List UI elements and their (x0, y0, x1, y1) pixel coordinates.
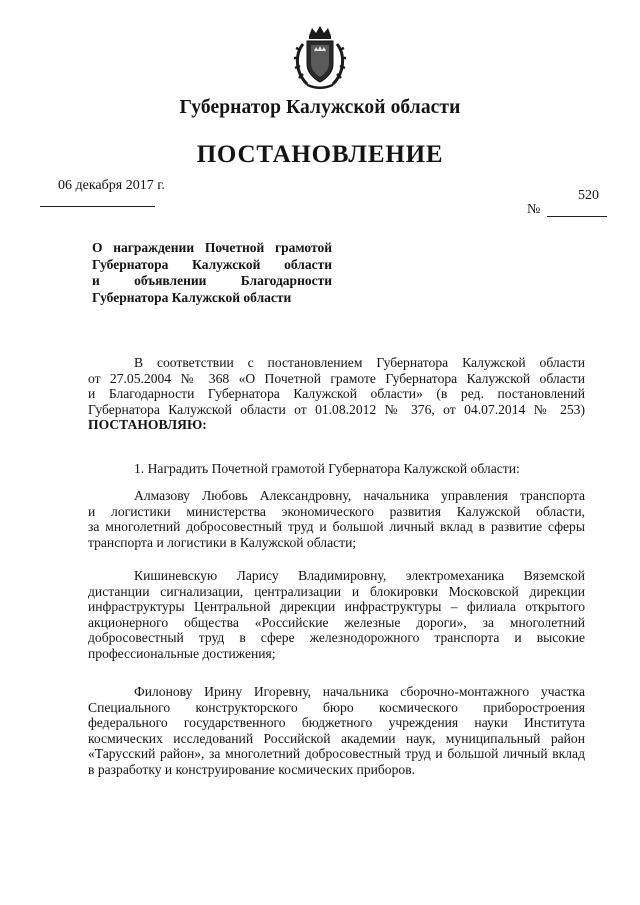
award-item-heading: 1. Наградить Почетной грамотой Губернатора Калужской области: (134, 461, 520, 476)
awardee-paragraph (88, 568, 585, 662)
awardee-line: добросовестный труд в сфере железнодорожного транспорта и высокие (88, 630, 585, 646)
subject-line: Губернатора Калужской области (92, 256, 332, 272)
awardee-line: Специального конструкторского бюро космического приборостроения (88, 699, 585, 715)
awardee-paragraph (88, 488, 585, 550)
preamble-line: Губернатора Калужской области от 01.08.2012 № 376, от 04.07.2014 № 253) (88, 401, 585, 417)
awardee-line: Филонову Ирину Игоревну, начальника сборочно-монтажного участка (134, 684, 585, 699)
date-underline (40, 206, 155, 207)
awardee-line: космических исследований Российской академии наук, муниципальный район (88, 730, 585, 746)
number-sign: № (527, 202, 541, 217)
awardee-line: в разработку и конструирование космических приборов. (88, 761, 416, 777)
number-underline (547, 216, 607, 217)
awardee-line: и логистики министерства экономического развития Калужской области, (88, 503, 585, 519)
awardee-line: «Тарусский район», за многолетний добросовестный труд и большой личный вклад (88, 746, 585, 762)
awardee-line: акционерного общества «Российские железные дороги», за многолетний (88, 614, 585, 630)
preamble-line: В соответствии с постановлением Губернатора Калужской области (134, 355, 585, 370)
document-date: 06 декабря 2017 г. (58, 178, 165, 193)
subject-line: О награждении Почетной грамотой (92, 240, 332, 255)
awardee-line: инфраструктуры Центральной дирекции инфраструктуры – филиала открытого (88, 599, 585, 615)
preamble-line: и Благодарности Губернатора Калужской области» (в ред. постановлений (88, 386, 585, 402)
awardee-line: Алмазову Любовь Александровну, начальника управления транспорта (134, 488, 585, 503)
coat-of-arms-emblem (291, 24, 349, 90)
document-number: 520 (578, 188, 599, 203)
preamble-paragraph (88, 355, 585, 433)
subject-line: Губернатора Калужской области (92, 289, 292, 305)
awardee-line: Кишиневскую Ларису Владимировну, электромеханика Вяземской (134, 568, 585, 583)
awardee-line: транспорта и логистики в Калужской области; (88, 534, 357, 550)
decree-word: ПОСТАНОВЛЯЮ: (88, 417, 207, 433)
subject-line: и объявлении Благодарности (92, 273, 332, 289)
document-subject (92, 240, 332, 306)
awardee-line: за многолетний добросовестный труд и большой личный вклад в развитие сферы (88, 519, 585, 535)
document-type: ПОСТАНОВЛЕНИЕ (196, 141, 444, 168)
awardee-paragraph (88, 684, 585, 778)
awardee-line: федерального государственного бюджетного учреждения науки Института (88, 715, 585, 731)
issuer-title: Губернатор Калужской области (179, 97, 461, 118)
awardee-line: дистанции сигнализации, централизации и блокировки Московской дирекции (88, 583, 585, 599)
awardee-line: профессиональные достижения; (88, 645, 276, 661)
preamble-line: от 27.05.2004 № 368 «О Почетной грамоте Губернатора Калужской области (88, 370, 585, 386)
